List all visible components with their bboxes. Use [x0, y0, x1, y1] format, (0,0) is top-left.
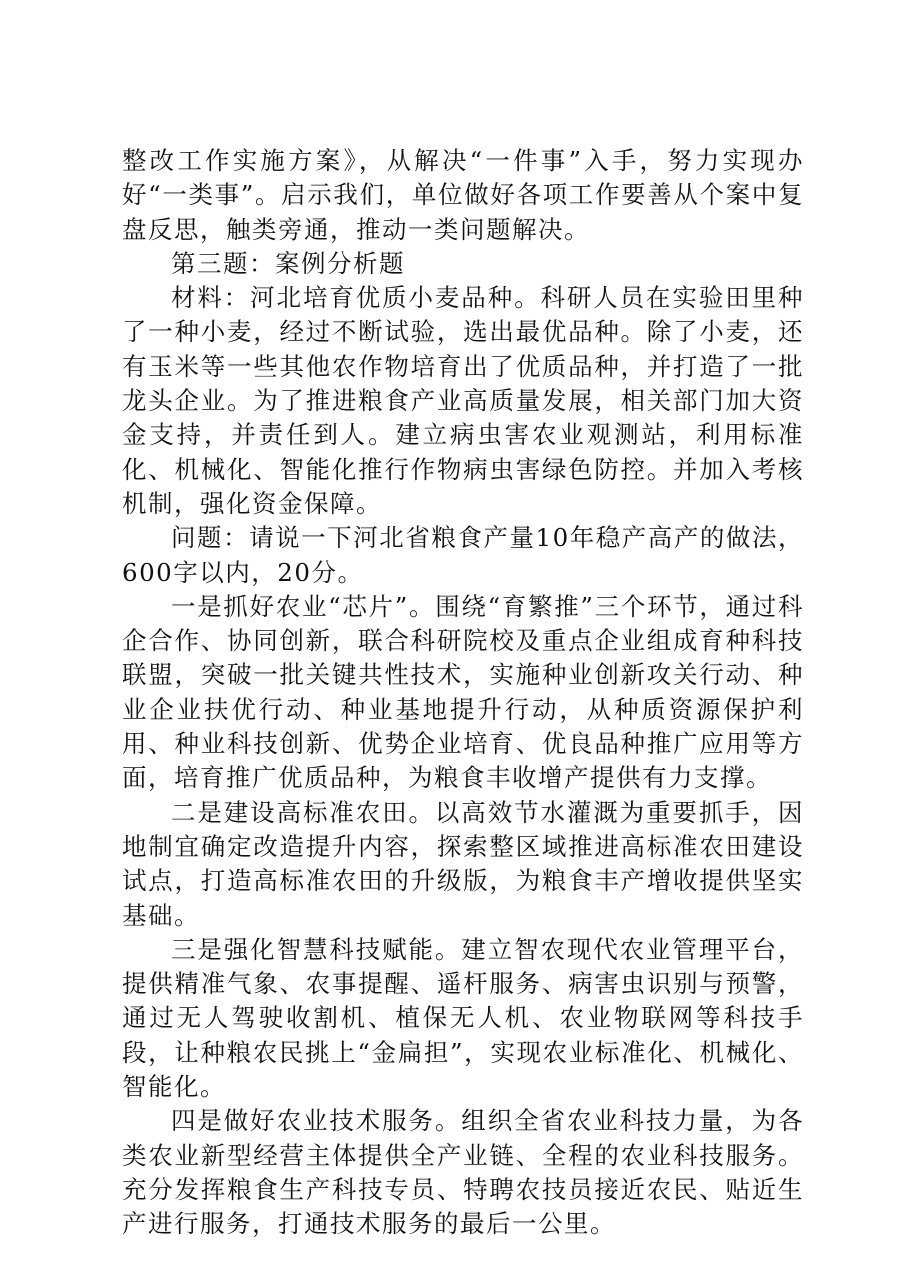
material-paragraph: 材料：河北培育优质小麦品种。科研人员在实验田里种了一种小麦，经过不断试验，选出最优品种。除了小麦，还有玉米等一些其他农作物培育出了优质品种，并打造了一批龙头企业。为了推进粮食产业高质量发展，相关部门加大资金支持，并责任到人。建立病虫害农业观测站，利用标准化、机械化、智能化推行作物病虫害绿色防控。并加入考核机制，强化资金保障。 [122, 283, 804, 518]
document-body [122, 144, 804, 1242]
answer-point-1: 一是抓好农业“芯片”。围绕“育繁推”三个环节，通过科企合作、协同创新，联合科研院校及重点企业组成育种科技联盟，突破一批关键共性技术，实施种业创新攻关行动、种业企业扶优行动、种业基地提升行动，从种质资源保护利用、种业科技创新、优势企业培育、优良品种推广应用等方面，培育推广优质品种，为粮食丰收增产提供有力支撑。 [122, 591, 804, 793]
question-heading: 第三题：案例分析题 [171, 248, 405, 278]
question-paragraph: 问题：请说一下河北省粮食产量10年稳产高产的做法，600字以内，20分。 [122, 523, 804, 587]
answer-point-2: 二是建设高标准农田。以高效节水灌溉为重要抓手，因地制宜确定改造提升内容，探索整区域推进高标准农田建设试点，打造高标准农田的升级版，为粮食丰产增收提供坚实基础。 [122, 797, 804, 930]
paragraph-continuation: 整改工作实施方案》，从解决“一件事”入手，努力实现办好“一类事”。启示我们，单位做好各项工作要善从个案中复盘反思，触类旁通，推动一类问题解决。 [122, 146, 804, 244]
answer-point-4: 四是做好农业技术服务。组织全省农业科技力量，为各类农业新型经营主体提供全产业链、全程的农业科技服务。充分发挥粮食生产科技专员、特聘农技员接近农民、贴近生产进行服务，打通技术服务的最后一公里。 [122, 1106, 804, 1239]
answer-point-3: 三是强化智慧科技赋能。建立智农现代农业管理平台，提供精准气象、农事提醒、遥杆服务、病害虫识别与预警，通过无人驾驶收割机、植保无人机、农业物联网等科技手段，让种粮农民挑上“金扁担”，实现农业标准化、机械化、智能化。 [122, 934, 804, 1102]
